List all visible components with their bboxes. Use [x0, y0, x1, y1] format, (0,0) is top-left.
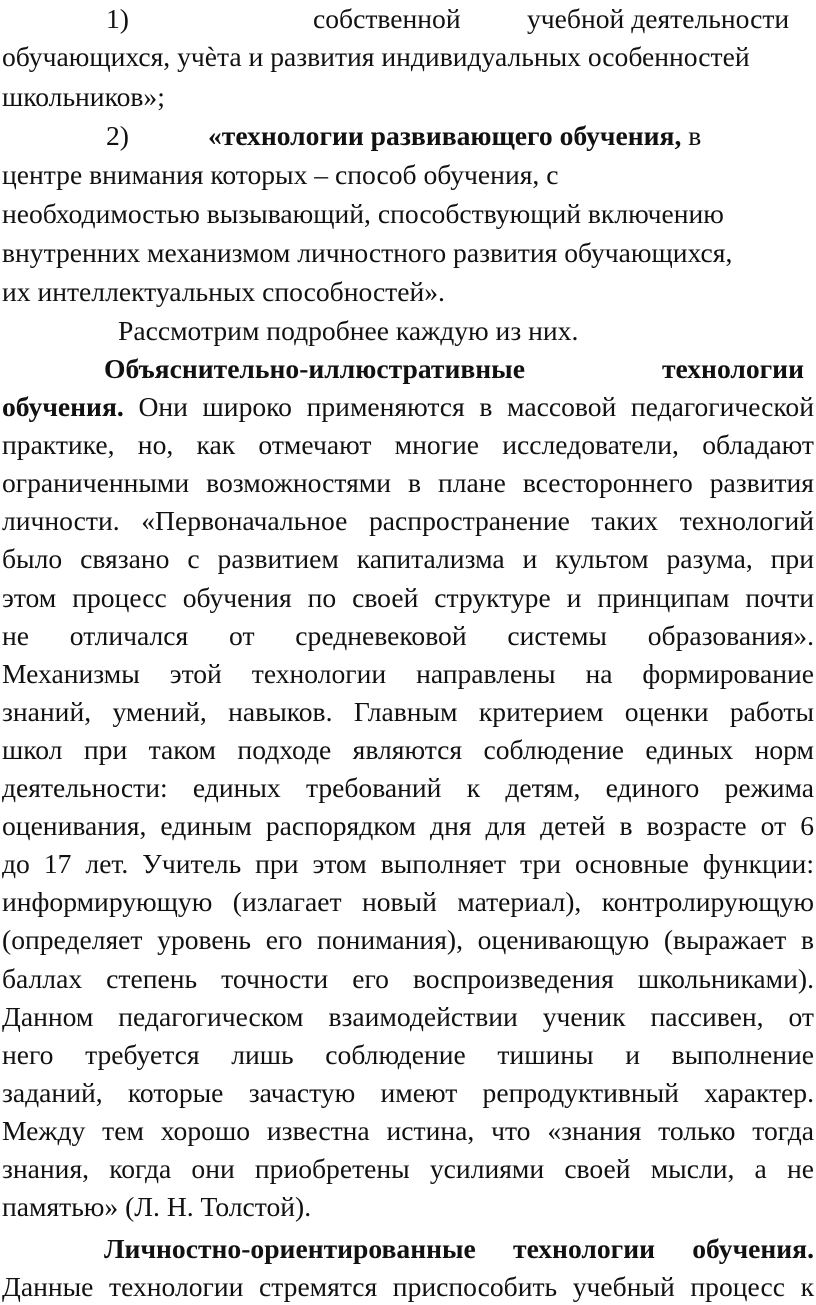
section1-line-2: [2, 390, 814, 424]
item1-number: 1): [106, 3, 129, 34]
item2-number: 2): [106, 120, 129, 151]
section1-last-line: памятью» (Л. Н. Толстой).: [2, 1191, 312, 1223]
section1-line: (определяет уровень его понимания), оценивающую (выражает в: [2, 924, 814, 956]
section1-line: информирующую (излагает новый материал), контролирующую: [2, 886, 814, 918]
section1-line: заданий, которые зачастую имеют репродуктивный характер.: [2, 1076, 814, 1108]
section1-line-2-rest: Они широко применяются в массовой педагогической: [123, 391, 814, 422]
section1-line: оценивания, единым распорядком дня для детей в возрасте от 6: [2, 810, 814, 842]
section1-line: Между тем хорошо известна истина, что «знания только тогда: [2, 1114, 814, 1146]
section1-line: знания, когда они приобретены усилиями своей мысли, а не: [2, 1153, 814, 1184]
section1-line: школ при таком подходе являются соблюдение единых норм: [2, 733, 814, 765]
section1-line: деятельности: единых требований к детям, единого режима: [2, 772, 814, 803]
item2-after-bold: в: [681, 120, 702, 151]
section1-line: знаний, умений, навыков. Главным критерием оценки работы: [2, 695, 814, 727]
item2-heading: [208, 119, 701, 153]
section1-line: баллах степень точности его воспроизведения школьниками).: [2, 962, 814, 994]
section1-line: него требуется лишь соблюдение тишины и выполнение: [2, 1038, 814, 1070]
item1-word-b: учебной деятельности: [527, 3, 790, 34]
section1-line: до 17 лет. Учитель при этом выполняет три основные функции:: [2, 848, 814, 880]
section1-line: Данном педагогическом взаимодействии ученик пассивен, от: [2, 1000, 814, 1032]
section1-line: практике, но, как отмечают многие исследователи, обладают: [2, 429, 814, 461]
section1-line: ограниченными возможностями в плане всестороннего развития: [2, 467, 814, 499]
review-sentence: Рассмотрим подробнее каждую из них.: [118, 315, 579, 346]
item2-line: необходимостью вызывающий, способствующий включению: [2, 198, 724, 229]
item1-word-a: собственной: [313, 3, 461, 34]
section1-line: не отличался от средневековой системы образования».: [2, 619, 814, 651]
section1-line: Механизмы этой технологии направлены на формирование: [2, 657, 814, 689]
section2-heading: Личностно-ориентированные технологии обучения.: [104, 1233, 814, 1264]
item1-line-2: обучающихся, учѐта и развития индивидуальных особенностей: [2, 41, 750, 72]
section1-line: личности. «Первоначальное распространение таких технологий: [2, 505, 814, 537]
section1-line: было связано с развитием капитализма и культом разума, при: [2, 543, 814, 575]
section2-line: Данные технологии стремятся приспособить учебный процесс к: [2, 1271, 814, 1302]
section1-heading-last: обучения.: [2, 391, 124, 422]
item2-line: их интеллектуальных способностей».: [2, 276, 445, 307]
item1-line-3: школьников»;: [2, 81, 165, 112]
section1-line: этом процесс обучения по своей структуре и принципам почти: [2, 581, 814, 613]
section1-heading-word-2: технологии: [662, 353, 804, 384]
item2-bold-text: «технологии развивающего обучения,: [208, 120, 682, 151]
item2-line: внутренних механизмом личностного развития обучающихся,: [2, 237, 733, 268]
section1-heading-word-1: Объяснительно-иллюстративные: [104, 353, 525, 384]
item2-line: центре внимания которых – способ обучения, с: [2, 159, 559, 190]
